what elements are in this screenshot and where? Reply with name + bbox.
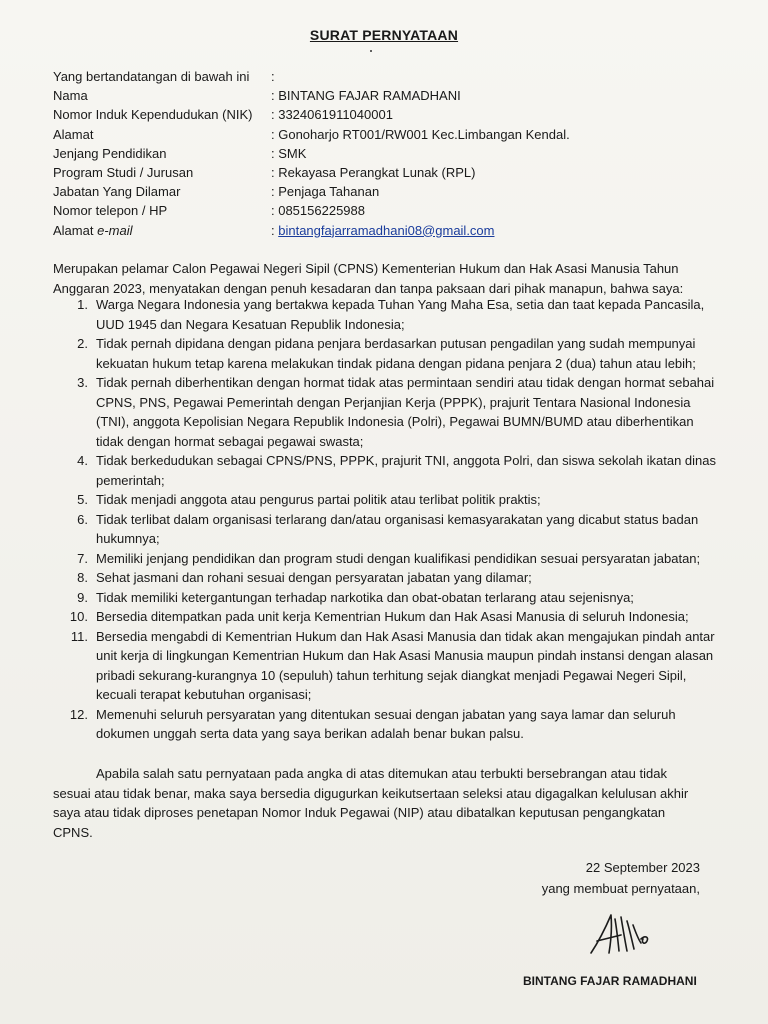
identity-label: Program Studi / Jurusan bbox=[53, 164, 194, 180]
list-item bbox=[53, 373, 723, 451]
identity-label: Nama bbox=[53, 88, 88, 104]
identity-label: Yang bertandatangan di bawah ini bbox=[53, 69, 250, 84]
identity-value: : BINTANG FAJAR RAMADHANI bbox=[271, 88, 461, 104]
identity-label: Nomor telepon / HP bbox=[53, 203, 168, 219]
item-text: Tidak memiliki ketergantungan terhadap narkotika dan obat-obatan terlarang atau sejenisnya; bbox=[96, 589, 634, 605]
item-text: Memiliki jenjang pendidikan dan program studi dengan kualifikasi pendidikan sesuai persyaratan jabatan; bbox=[96, 550, 701, 566]
item-text: Tidak terlibat dalam organisasi terlarang dan/atau organisasi kemasyarakatan yang dicabut status badan hukumnya; bbox=[96, 511, 699, 546]
item-number: 12. bbox=[69, 706, 88, 722]
item-text: Memenuhi seluruh persyaratan yang ditentukan sesuai dengan jabatan yang saya lamar dan seluruh dokumen unggah serta data yang saya berikan adalah benar bukan palsu. bbox=[96, 706, 676, 741]
item-number: 2. bbox=[77, 336, 88, 351]
list-item bbox=[53, 334, 723, 373]
identity-label: Jenjang Pendidikan bbox=[53, 145, 167, 161]
identity-row-email bbox=[53, 221, 733, 240]
list-item bbox=[53, 568, 723, 588]
item-text: Sehat jasmani dan rohani sesuai dengan persyaratan jabatan yang dilamar; bbox=[96, 570, 532, 585]
item-text: Tidak berkedudukan sebagai CPNS/PNS, PPPK, prajurit TNI, anggota Polri, dan siswa sekolah ikatan dinas pemerintah; bbox=[96, 453, 717, 488]
item-text: Bersedia ditempatkan pada unit kerja Kementrian Hukum dan Hak Asasi Manusia di seluruh Indonesia; bbox=[96, 609, 689, 624]
item-number: 5. bbox=[77, 492, 88, 507]
identity-value: : bbox=[271, 69, 275, 84]
identity-block bbox=[53, 67, 733, 240]
identity-label: Alamat bbox=[53, 126, 94, 142]
signature-image bbox=[585, 907, 665, 962]
email-label-prefix: Alamat bbox=[53, 222, 98, 238]
list-item bbox=[53, 295, 723, 334]
identity-value: : Penjaga Tahanan bbox=[271, 184, 380, 200]
item-number: 11. bbox=[70, 628, 88, 644]
item-number: 3. bbox=[77, 375, 88, 390]
identity-value: : SMK bbox=[271, 145, 307, 161]
item-number: 8. bbox=[77, 570, 88, 585]
identity-row bbox=[53, 105, 733, 124]
item-number: 1. bbox=[77, 297, 88, 312]
closing-paragraph: Apabila salah satu pernyataan pada angka di atas ditemukan atau terbukti bersebrangan atau tidak sesuai atau tidak benar, maka saya bersedia digugurkan keikutsertaan seleksi atau digagalkan kelulusan akhir saya atau tidak diproses penetapan Nomor Induk Pegawai (NIP) atau dibatalkan keputusan pengangkatan CPNS. bbox=[53, 766, 689, 840]
identity-label: Nomor Induk Kependudukan (NIK) bbox=[53, 107, 253, 123]
identity-label bbox=[53, 221, 271, 240]
identity-label: Jabatan Yang Dilamar bbox=[53, 184, 181, 200]
list-item bbox=[53, 510, 723, 549]
signer-name: BINTANG FAJAR RAMADHANI bbox=[523, 974, 697, 988]
item-text: Warga Negara Indonesia yang bertakwa kepada Tuhan Yang Maha Esa, setia dan taat kepada Pancasila, UUD 1945 dan Negara Kesatuan Republik Indonesia; bbox=[96, 297, 705, 332]
email-label-italic: e-mail bbox=[97, 222, 133, 238]
identity-row bbox=[53, 163, 733, 182]
item-number: 7. bbox=[77, 550, 88, 566]
identity-row bbox=[53, 201, 733, 220]
statement-list bbox=[53, 295, 723, 744]
identity-row bbox=[53, 125, 733, 144]
identity-row bbox=[53, 86, 733, 105]
item-number: 9. bbox=[77, 589, 88, 605]
identity-value: : Gonoharjo RT001/RW001 Kec.Limbangan Kendal. bbox=[271, 126, 570, 142]
item-text: Bersedia mengabdi di Kementrian Hukum dan Hak Asasi Manusia dan tidak akan mengajukan pindah antar unit kerja di lingkungan Kementrian Hukum dan Hak Asasi Manusia maupun pindah instansi dengan alasan pribadi sekurang-kurangnya 10 (sepuluh) tahun terhitung sejak diangkat menjadi Pegawai Negeri Sipil, kecuali terapat kebutuhan organisasi; bbox=[96, 628, 715, 702]
signoff-text: yang membuat pernyataan, bbox=[541, 881, 700, 896]
item-number: 6. bbox=[77, 511, 88, 527]
item-text: Tidak menjadi anggota atau pengurus partai politik atau terlibat politik praktis; bbox=[96, 492, 541, 507]
list-item bbox=[53, 549, 723, 569]
identity-value bbox=[271, 221, 495, 240]
list-item bbox=[53, 627, 723, 705]
identity-value: : 3324061911040001 bbox=[271, 107, 393, 123]
email-colon: : bbox=[271, 222, 279, 238]
identity-value: : Rekayasa Perangkat Lunak (RPL) bbox=[271, 164, 476, 180]
document-date: 22 September 2023 bbox=[585, 860, 700, 875]
email-link[interactable]: bintangfajarramadhani08@gmail.com bbox=[278, 222, 495, 238]
identity-row bbox=[53, 67, 733, 86]
item-number: 10. bbox=[69, 609, 88, 624]
list-item bbox=[53, 607, 723, 627]
item-text: Tidak pernah diberhentikan dengan hormat tidak atas permintaan sendiri atau tidak dengan hormat sebahai CPNS, PNS, Pegawai Pemerintah dengan Perjanjian Kerja (PPPK), prajurit Tentara Nasional Indonesia (TNI), anggota Kepolisian Negara Republik Indonesia (Polri), Pegawai BUMN/BUMD atau diberhentikan tidak dengan hormat sebagai pegawai swasta; bbox=[96, 375, 715, 449]
document-title: SURAT PERNYATAAN bbox=[309, 27, 459, 43]
identity-row bbox=[53, 182, 733, 201]
item-number: 4. bbox=[77, 453, 88, 468]
list-item bbox=[53, 490, 723, 510]
identity-row bbox=[53, 144, 733, 163]
list-item bbox=[53, 588, 723, 608]
identity-value: : 085156225988 bbox=[271, 203, 365, 219]
stray-dot bbox=[370, 50, 372, 52]
item-text: Tidak pernah dipidana dengan pidana penjara berdasarkan putusan pengadilan yang sudah mempunyai kekuatan hukum tetap karena melakukan tindak pidana dengan pidana penjara 2 (dua) tahun atau lebih; bbox=[96, 336, 696, 371]
list-item bbox=[53, 451, 723, 490]
list-item bbox=[53, 705, 723, 744]
intro-paragraph: Merupakan pelamar Calon Pegawai Negeri Sipil (CPNS) Kementerian Hukum dan Hak Asasi Manusia Tahun Anggaran 2023, menyatakan dengan penuh kesadaran dan tanpa paksaan dari pihak manapun, bahwa saya: bbox=[53, 261, 684, 296]
date-block bbox=[520, 857, 700, 899]
